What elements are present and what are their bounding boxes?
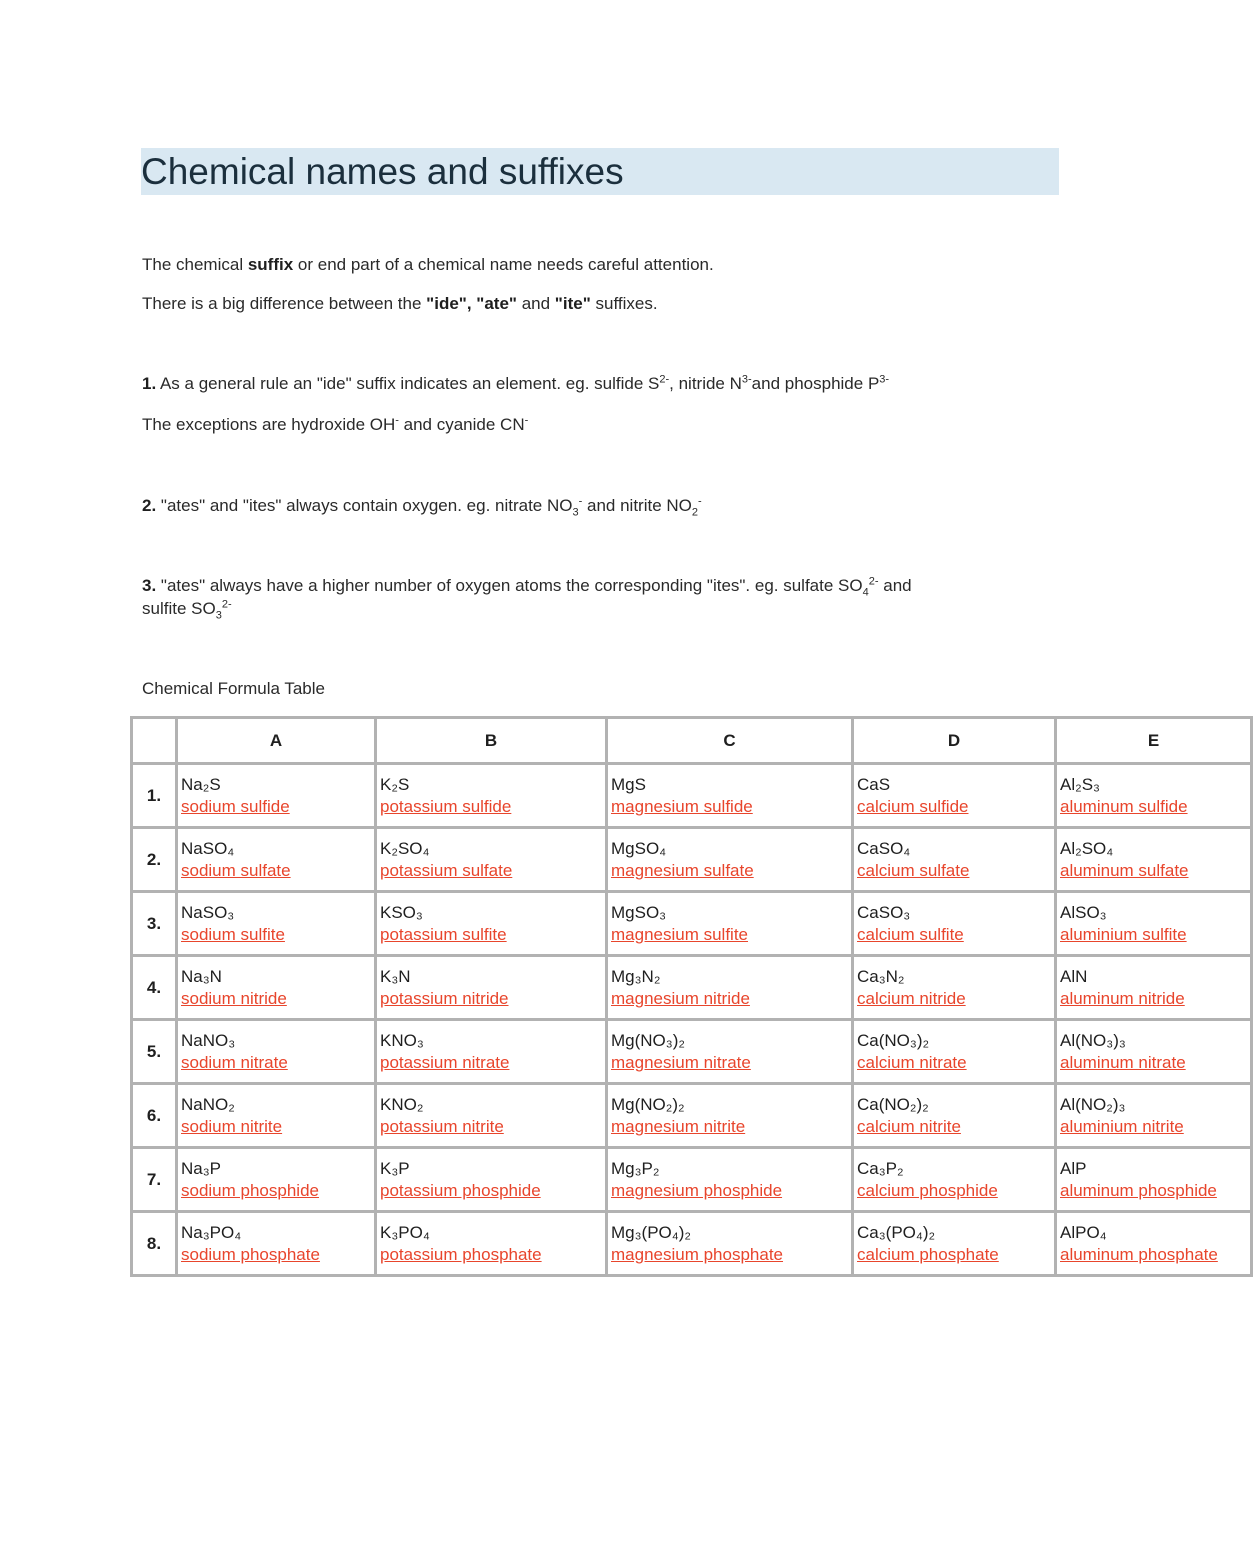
chemical-formula: Mg₃(PO₄)₂ bbox=[611, 1222, 691, 1242]
compound-name-link[interactable]: aluminium sulfite bbox=[1060, 924, 1187, 944]
intro-bold: "ide", "ate" bbox=[426, 294, 517, 313]
compound-name-link[interactable]: aluminum sulfide bbox=[1060, 796, 1188, 816]
compound-name-link[interactable]: sodium nitride bbox=[181, 988, 287, 1008]
rule-text: and cyanide CN bbox=[398, 415, 525, 434]
chemical-formula: CaSO₃ bbox=[857, 902, 911, 922]
compound-name-link[interactable]: calcium phosphide bbox=[857, 1180, 998, 1200]
row-number: 1. bbox=[132, 764, 177, 828]
compound-cell bbox=[607, 1020, 853, 1084]
subscript: 4 bbox=[862, 586, 869, 599]
chemical-formula: Na₂S bbox=[181, 774, 221, 794]
chemical-formula: Ca(NO₃)₂ bbox=[857, 1030, 930, 1050]
chemical-formula: NaNO₂ bbox=[181, 1094, 235, 1114]
charge: 2- bbox=[868, 575, 879, 588]
chemical-formula: MgSO₃ bbox=[611, 902, 667, 922]
charge: - bbox=[578, 495, 583, 508]
compound-name-link[interactable]: magnesium phosphate bbox=[611, 1244, 784, 1264]
chemical-formula: AlSO₃ bbox=[1060, 902, 1107, 922]
compound-cell bbox=[177, 1020, 376, 1084]
table-row bbox=[132, 1020, 1252, 1084]
subscript: 2 bbox=[691, 506, 699, 519]
chemical-formula: MgS bbox=[611, 774, 646, 794]
compound-cell bbox=[853, 1020, 1056, 1084]
charge: 3- bbox=[879, 373, 890, 386]
rule-number: 2. bbox=[142, 496, 157, 515]
compound-name-link[interactable]: calcium sulfate bbox=[857, 860, 970, 880]
compound-name-link[interactable]: magnesium sulfate bbox=[611, 860, 754, 880]
formula-table bbox=[130, 716, 1253, 1277]
row-number: 5. bbox=[132, 1020, 177, 1084]
compound-cell bbox=[376, 828, 607, 892]
rule-number: 1. bbox=[142, 374, 157, 393]
compound-name-link[interactable]: calcium sulfite bbox=[857, 924, 964, 944]
chemical-formula: Mg₃N₂ bbox=[611, 966, 661, 986]
formula-table-container bbox=[130, 716, 1218, 1306]
chemical-formula: Mg₃P₂ bbox=[611, 1158, 660, 1178]
chemical-formula: KNO₃ bbox=[380, 1030, 424, 1050]
compound-name-link[interactable]: calcium phosphate bbox=[857, 1244, 999, 1264]
compound-cell bbox=[607, 1212, 853, 1276]
table-row bbox=[132, 892, 1252, 956]
compound-cell bbox=[1056, 892, 1252, 956]
chemical-formula: K₃PO₄ bbox=[380, 1222, 430, 1242]
intro-text: and bbox=[516, 294, 555, 313]
compound-cell bbox=[1056, 764, 1252, 828]
compound-cell bbox=[1056, 828, 1252, 892]
compound-cell bbox=[376, 892, 607, 956]
chemical-formula: NaNO₃ bbox=[181, 1030, 236, 1050]
charge: - bbox=[524, 414, 529, 427]
chemical-formula: K₂SO₄ bbox=[380, 838, 430, 858]
rule-text: As a general rule an "ide" suffix indicates an element. eg. sulfide S bbox=[156, 374, 660, 393]
compound-cell bbox=[177, 1212, 376, 1276]
compound-name-link[interactable]: sodium sulfite bbox=[181, 924, 285, 944]
row-number: 6. bbox=[132, 1084, 177, 1148]
compound-cell bbox=[177, 764, 376, 828]
chemical-formula: Al(NO₃)₃ bbox=[1060, 1030, 1126, 1050]
chemical-formula: AlN bbox=[1060, 966, 1088, 986]
compound-cell bbox=[1056, 1148, 1252, 1212]
compound-cell bbox=[177, 1148, 376, 1212]
chemical-formula: Ca₃P₂ bbox=[857, 1158, 904, 1178]
compound-cell bbox=[376, 764, 607, 828]
chemical-formula: NaSO₄ bbox=[181, 838, 235, 858]
table-row bbox=[132, 1084, 1252, 1148]
compound-cell bbox=[607, 1084, 853, 1148]
subscript: 3 bbox=[215, 609, 222, 622]
chemical-formula: Ca(NO₂)₂ bbox=[857, 1094, 929, 1114]
compound-cell bbox=[607, 828, 853, 892]
rule-3-continued bbox=[142, 598, 232, 620]
table-row bbox=[132, 956, 1252, 1020]
chemical-formula: NaSO₃ bbox=[181, 902, 235, 922]
column-header: A bbox=[177, 718, 376, 764]
compound-name-link[interactable]: calcium nitride bbox=[857, 988, 966, 1008]
compound-cell bbox=[853, 956, 1056, 1020]
intro-bold: suffix bbox=[247, 255, 294, 274]
chemical-formula: MgSO₄ bbox=[611, 838, 667, 858]
compound-cell bbox=[177, 892, 376, 956]
compound-cell bbox=[376, 956, 607, 1020]
compound-name-link[interactable]: magnesium nitrate bbox=[611, 1052, 751, 1072]
compound-cell bbox=[853, 1212, 1056, 1276]
intro-text: suffixes. bbox=[590, 294, 658, 313]
compound-name-link[interactable]: sodium nitrate bbox=[181, 1052, 288, 1072]
compound-cell bbox=[853, 1148, 1056, 1212]
compound-cell bbox=[1056, 1020, 1252, 1084]
intro-text: or end part of a chemical name needs careful attention. bbox=[293, 255, 714, 274]
chemical-formula: Mg(NO₃)₂ bbox=[611, 1030, 685, 1050]
chemical-formula: Mg(NO₂)₂ bbox=[611, 1094, 685, 1114]
compound-name-link[interactable]: calcium nitrate bbox=[857, 1052, 967, 1072]
charge: - bbox=[698, 495, 702, 508]
compound-cell bbox=[607, 764, 853, 828]
intro-paragraph-1 bbox=[142, 254, 714, 276]
intro-text: The chemical bbox=[142, 255, 248, 274]
intro-paragraph-2 bbox=[142, 293, 658, 315]
compound-cell bbox=[607, 892, 853, 956]
compound-name-link[interactable]: aluminium nitrite bbox=[1060, 1116, 1184, 1136]
compound-name-link[interactable]: aluminum nitride bbox=[1060, 988, 1185, 1008]
chemical-formula: KSO₃ bbox=[380, 902, 423, 922]
chemical-formula: Na₃P bbox=[181, 1158, 221, 1178]
column-header bbox=[132, 718, 177, 764]
compound-name-link[interactable]: aluminum sulfate bbox=[1060, 860, 1189, 880]
page-title: Chemical names and suffixes bbox=[141, 148, 1059, 195]
table-row bbox=[132, 1212, 1252, 1276]
compound-name-link[interactable]: potassium phosphide bbox=[380, 1180, 541, 1200]
compound-cell bbox=[853, 828, 1056, 892]
compound-cell bbox=[1056, 956, 1252, 1020]
compound-name-link[interactable]: potassium phosphate bbox=[380, 1244, 542, 1264]
intro-text: There is a big difference between the bbox=[142, 294, 427, 313]
chemical-formula: Ca₃N₂ bbox=[857, 966, 905, 986]
table-caption: Chemical Formula Table bbox=[142, 679, 325, 698]
row-number: 7. bbox=[132, 1148, 177, 1212]
rule-text: and bbox=[878, 576, 912, 595]
compound-name-link[interactable]: magnesium phosphide bbox=[611, 1180, 783, 1200]
compound-name-link[interactable]: sodium sulfide bbox=[181, 796, 290, 816]
chemical-formula: AlPO₄ bbox=[1060, 1222, 1107, 1242]
column-header: B bbox=[376, 718, 607, 764]
charge: 2- bbox=[659, 373, 670, 386]
compound-name-link[interactable]: magnesium sulfite bbox=[611, 924, 749, 944]
compound-name-link[interactable]: calcium nitrite bbox=[857, 1116, 961, 1136]
compound-cell bbox=[1056, 1084, 1252, 1148]
chemical-formula: Al₂SO₄ bbox=[1060, 838, 1114, 858]
chemical-formula: Na₃N bbox=[181, 966, 222, 986]
compound-cell bbox=[376, 1020, 607, 1084]
subscript: 3 bbox=[572, 506, 579, 519]
chemical-formula: K₂S bbox=[380, 774, 410, 794]
rule-text: The exceptions are hydroxide OH bbox=[142, 415, 396, 434]
compound-name-link[interactable]: aluminum phosphide bbox=[1060, 1180, 1217, 1200]
compound-name-link[interactable]: sodium sulfate bbox=[181, 860, 291, 880]
rule-text: and nitrite NO bbox=[582, 496, 692, 515]
compound-cell bbox=[853, 892, 1056, 956]
rule-3 bbox=[142, 575, 912, 597]
charge: - bbox=[395, 414, 399, 427]
compound-name-link[interactable]: aluminum nitrate bbox=[1060, 1052, 1186, 1072]
column-header: E bbox=[1056, 718, 1252, 764]
chemical-formula: AlP bbox=[1060, 1158, 1087, 1178]
rule-text: and phosphide P bbox=[751, 374, 880, 393]
compound-cell bbox=[376, 1212, 607, 1276]
compound-cell bbox=[607, 956, 853, 1020]
rule-text: sulfite SO bbox=[142, 599, 216, 618]
compound-name-link[interactable]: sodium phosphide bbox=[181, 1180, 319, 1200]
chemical-formula: KNO₂ bbox=[380, 1094, 424, 1114]
chemical-formula: Ca₃(PO₄)₂ bbox=[857, 1222, 936, 1242]
table-row bbox=[132, 764, 1252, 828]
compound-name-link[interactable]: sodium nitrite bbox=[181, 1116, 283, 1136]
rule-1-exceptions bbox=[142, 414, 528, 436]
compound-name-link[interactable]: potassium sulfide bbox=[380, 796, 512, 816]
intro-bold: "ite" bbox=[554, 294, 591, 313]
compound-cell bbox=[376, 1148, 607, 1212]
compound-name-link[interactable]: calcium sulfide bbox=[857, 796, 969, 816]
table-header-row bbox=[132, 718, 1252, 764]
row-number: 2. bbox=[132, 828, 177, 892]
compound-name-link[interactable]: magnesium nitride bbox=[611, 988, 750, 1008]
rule-text: , nitride N bbox=[669, 374, 742, 393]
rule-text: "ates" and "ites" always contain oxygen. eg. nitrate NO bbox=[156, 496, 573, 515]
charge: 2- bbox=[221, 598, 232, 611]
compound-name-link[interactable]: potassium nitride bbox=[380, 988, 509, 1008]
compound-cell bbox=[376, 1084, 607, 1148]
chemical-formula: Na₃PO₄ bbox=[181, 1222, 242, 1242]
compound-cell bbox=[607, 1148, 853, 1212]
chemical-formula: Al₂S₃ bbox=[1060, 774, 1100, 794]
compound-name-link[interactable]: potassium nitrite bbox=[380, 1116, 504, 1136]
compound-name-link[interactable]: sodium phosphate bbox=[181, 1244, 320, 1264]
compound-name-link[interactable]: potassium sulfate bbox=[380, 860, 513, 880]
compound-name-link[interactable]: magnesium sulfide bbox=[611, 796, 753, 816]
row-number: 3. bbox=[132, 892, 177, 956]
chemical-formula: CaS bbox=[857, 774, 891, 794]
compound-cell bbox=[177, 828, 376, 892]
compound-name-link[interactable]: magnesium nitrite bbox=[611, 1116, 746, 1136]
compound-cell bbox=[1056, 1212, 1252, 1276]
row-number: 4. bbox=[132, 956, 177, 1020]
chemical-formula: K₃N bbox=[380, 966, 411, 986]
rule-text: "ates" always have a higher number of oxygen atoms the corresponding "ites". eg. sulfate SO bbox=[156, 576, 863, 595]
charge: 3- bbox=[741, 373, 752, 386]
compound-cell bbox=[177, 1084, 376, 1148]
compound-cell bbox=[853, 1084, 1056, 1148]
compound-name-link[interactable]: aluminum phosphate bbox=[1060, 1244, 1218, 1264]
compound-cell bbox=[853, 764, 1056, 828]
chemical-formula: Al(NO₂)₃ bbox=[1060, 1094, 1126, 1114]
table-row bbox=[132, 828, 1252, 892]
column-header: C bbox=[607, 718, 853, 764]
rule-2 bbox=[142, 495, 702, 517]
row-number: 8. bbox=[132, 1212, 177, 1276]
table-row bbox=[132, 1148, 1252, 1212]
compound-name-link[interactable]: potassium nitrate bbox=[380, 1052, 510, 1072]
chemical-formula: CaSO₄ bbox=[857, 838, 911, 858]
column-header: D bbox=[853, 718, 1056, 764]
rule-number: 3. bbox=[142, 576, 157, 595]
compound-name-link[interactable]: potassium sulfite bbox=[380, 924, 507, 944]
rule-1 bbox=[142, 373, 889, 395]
chemical-formula: K₃P bbox=[380, 1158, 410, 1178]
compound-cell bbox=[177, 956, 376, 1020]
